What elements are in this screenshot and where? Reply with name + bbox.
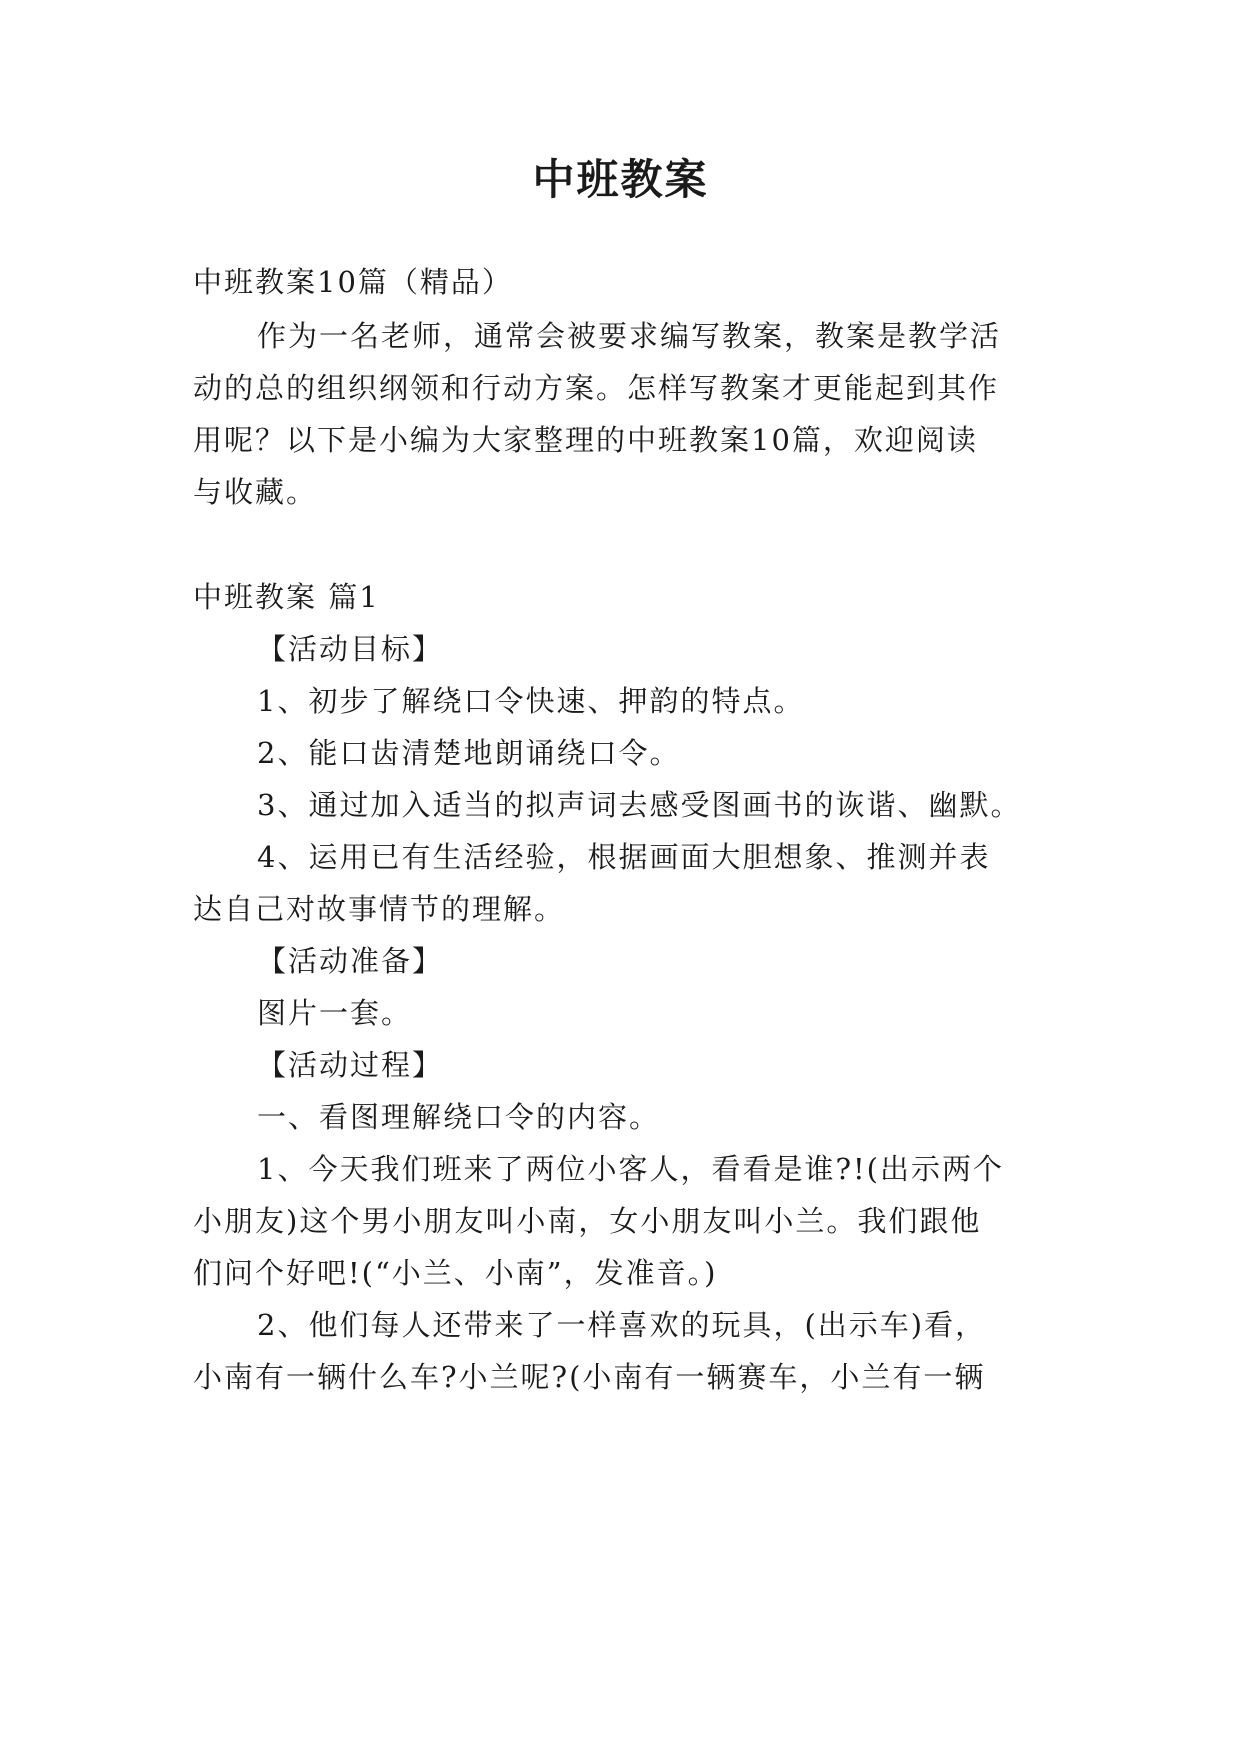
goals-heading: 【活动目标】: [257, 632, 444, 666]
goal-item: 2、能口齿清楚地朗诵绕口令。: [257, 736, 681, 770]
prep-text: 图片一套。: [257, 996, 413, 1030]
intro-line: 作为一名老师，通常会被要求编写教案，教案是教学活: [257, 319, 1002, 353]
intro-line: 动的总的组织纲领和行动方案。怎样写教案才更能起到其作: [193, 371, 1000, 405]
process-line: 小南有一辆什么车?小兰呢?(小南有一辆赛车，小兰有一辆: [193, 1360, 986, 1394]
document-subtitle: 中班教案10篇（精品）: [193, 265, 513, 299]
intro-line: 用呢？以下是小编为大家整理的中班教案10篇，欢迎阅读: [193, 423, 978, 457]
goal-item: 4、运用已有生活经验，根据画面大胆想象、推测并表: [257, 840, 991, 874]
document-title: 中班教案: [532, 155, 709, 204]
process-line: 们问个好吧!(“小兰、小南”，发准音。): [193, 1256, 718, 1290]
process-line: 一、看图理解绕口令的内容。: [257, 1100, 661, 1134]
process-heading: 【活动过程】: [257, 1048, 444, 1082]
intro-line: 与收藏。: [193, 475, 318, 509]
section-heading: 中班教案 篇1: [193, 580, 380, 614]
process-line: 1、今天我们班来了两位小客人，看看是谁?!(出示两个: [257, 1152, 1004, 1186]
goal-item: 1、初步了解绕口令快速、押韵的特点。: [257, 684, 805, 718]
process-line: 小朋友)这个男小朋友叫小南，女小朋友叫小兰。我们跟他: [193, 1204, 982, 1238]
prep-heading: 【活动准备】: [257, 944, 444, 978]
process-line: 2、他们每人还带来了一样喜欢的玩具，(出示车)看，: [257, 1308, 987, 1342]
goal-item: 达自己对故事情节的理解。: [193, 892, 566, 926]
goal-item: 3、通过加入适当的拟声词去感受图画书的诙谐、幽默。: [257, 788, 1022, 822]
